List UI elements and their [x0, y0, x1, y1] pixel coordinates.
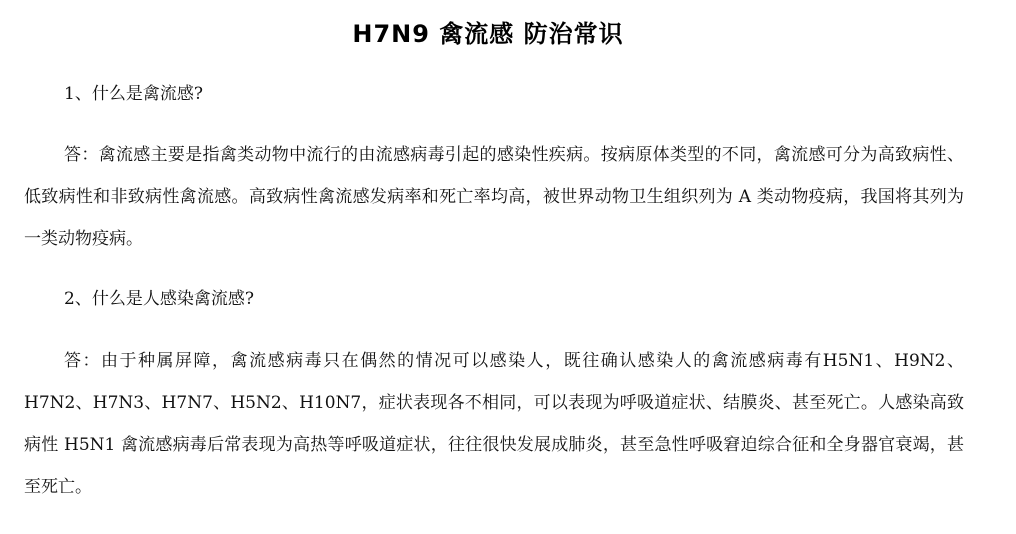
answer-2: 答：由于种属屏障，禽流感病毒只在偶然的情况可以感染人，既往确认感染人的禽流感病毒有H5N1、H9N2、H7N2、H7N3、H7N7、H5N2、H10N7，症状表现各不相同，可以表现为呼吸道症状、结膜炎、甚至死亡。人感染高致病性 H5N1 禽流感病毒后常表现为高热等呼吸道症状，往往很快发展成肺炎，甚至急性呼吸窘迫综合征和全身器官衰竭，甚至死亡。	[24, 351, 964, 497]
answer-1: 答：禽流感主要是指禽类动物中流行的由流感病毒引起的感染性疾病。按病原体类型的不同，禽流感可分为高致病性、低致病性和非致病性禽流感。高致病性禽流感发病率和死亡率均高，被世界动物卫生组织列为 A 类动物疫病，我国将其列为一类动物疫病。	[24, 145, 964, 249]
document-title: H7N9 禽流感 防治常识	[352, 20, 624, 48]
question-2: 2、什么是人感染禽流感?	[64, 289, 254, 309]
question-1: 1、什么是禽流感?	[64, 84, 203, 104]
